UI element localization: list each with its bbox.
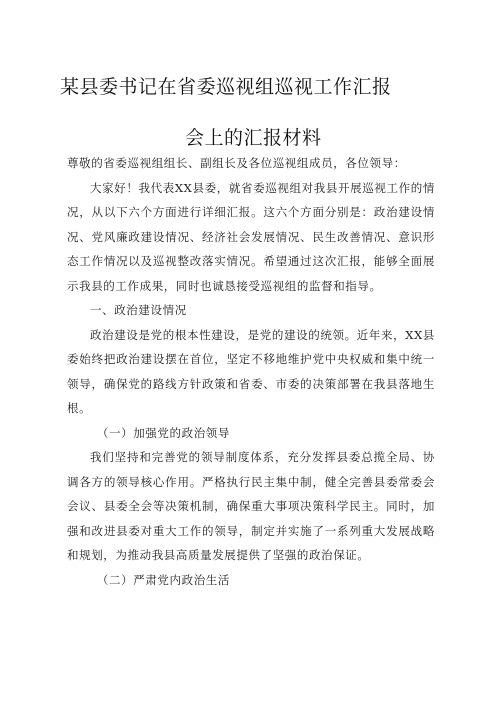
subsection1-heading: （一）加强党的政治领导 bbox=[96, 425, 230, 440]
section1-heading: 一、政治建设情况 bbox=[90, 303, 187, 317]
document-body bbox=[67, 151, 435, 592]
subsection2-heading: （二）严肃党内政治生活 bbox=[96, 572, 230, 587]
document-title-line2: 会上的汇报材料 bbox=[185, 127, 322, 149]
intro-paragraph: 大家好！我代表XX县委，就省委巡视组对我县开展巡视工作的情况，从以下六个方面进行详细汇报。这六个方面分别是：政治建设情况、党风廉政建设情况、经济社会发展情况、民生改善情况、意识形态工作情况以及巡视整改落实情况。希望通过这次汇报，能够全面展示我县的工作成果，同时也诚恳接受巡视组的监督和指导。 bbox=[67, 180, 435, 293]
subsection1-paragraph: 我们坚持和完善党的领导制度体系，充分发挥县委总揽全局、协调各方的领导核心作用。严格执行民主集中制，健全完善县委常委会会议、县委全会等决策机制，确保重大事项决策科学民主。同时，加强和改进县委对重大工作的领导，制定并实施了一系列重大发展战略和规划，为推动我县高质量发展提供了坚强的政治保证。 bbox=[67, 450, 435, 562]
document-title-line1: 某县委书记在省委巡视组巡视工作汇报 bbox=[60, 76, 392, 98]
section1-paragraph: 政治建设是党的根本性建设，是党的建设的统领。近年来，XX县委始终把政治建设摆在首位，坚定不移地维护党中央权威和集中统一领导，确保党的路线方针政策和省委、市委的决策部署在我县落地生根。 bbox=[67, 327, 435, 415]
greeting-paragraph: 尊敬的省委巡视组组长、副组长及各位巡视组成员，各位领导： bbox=[67, 156, 406, 170]
